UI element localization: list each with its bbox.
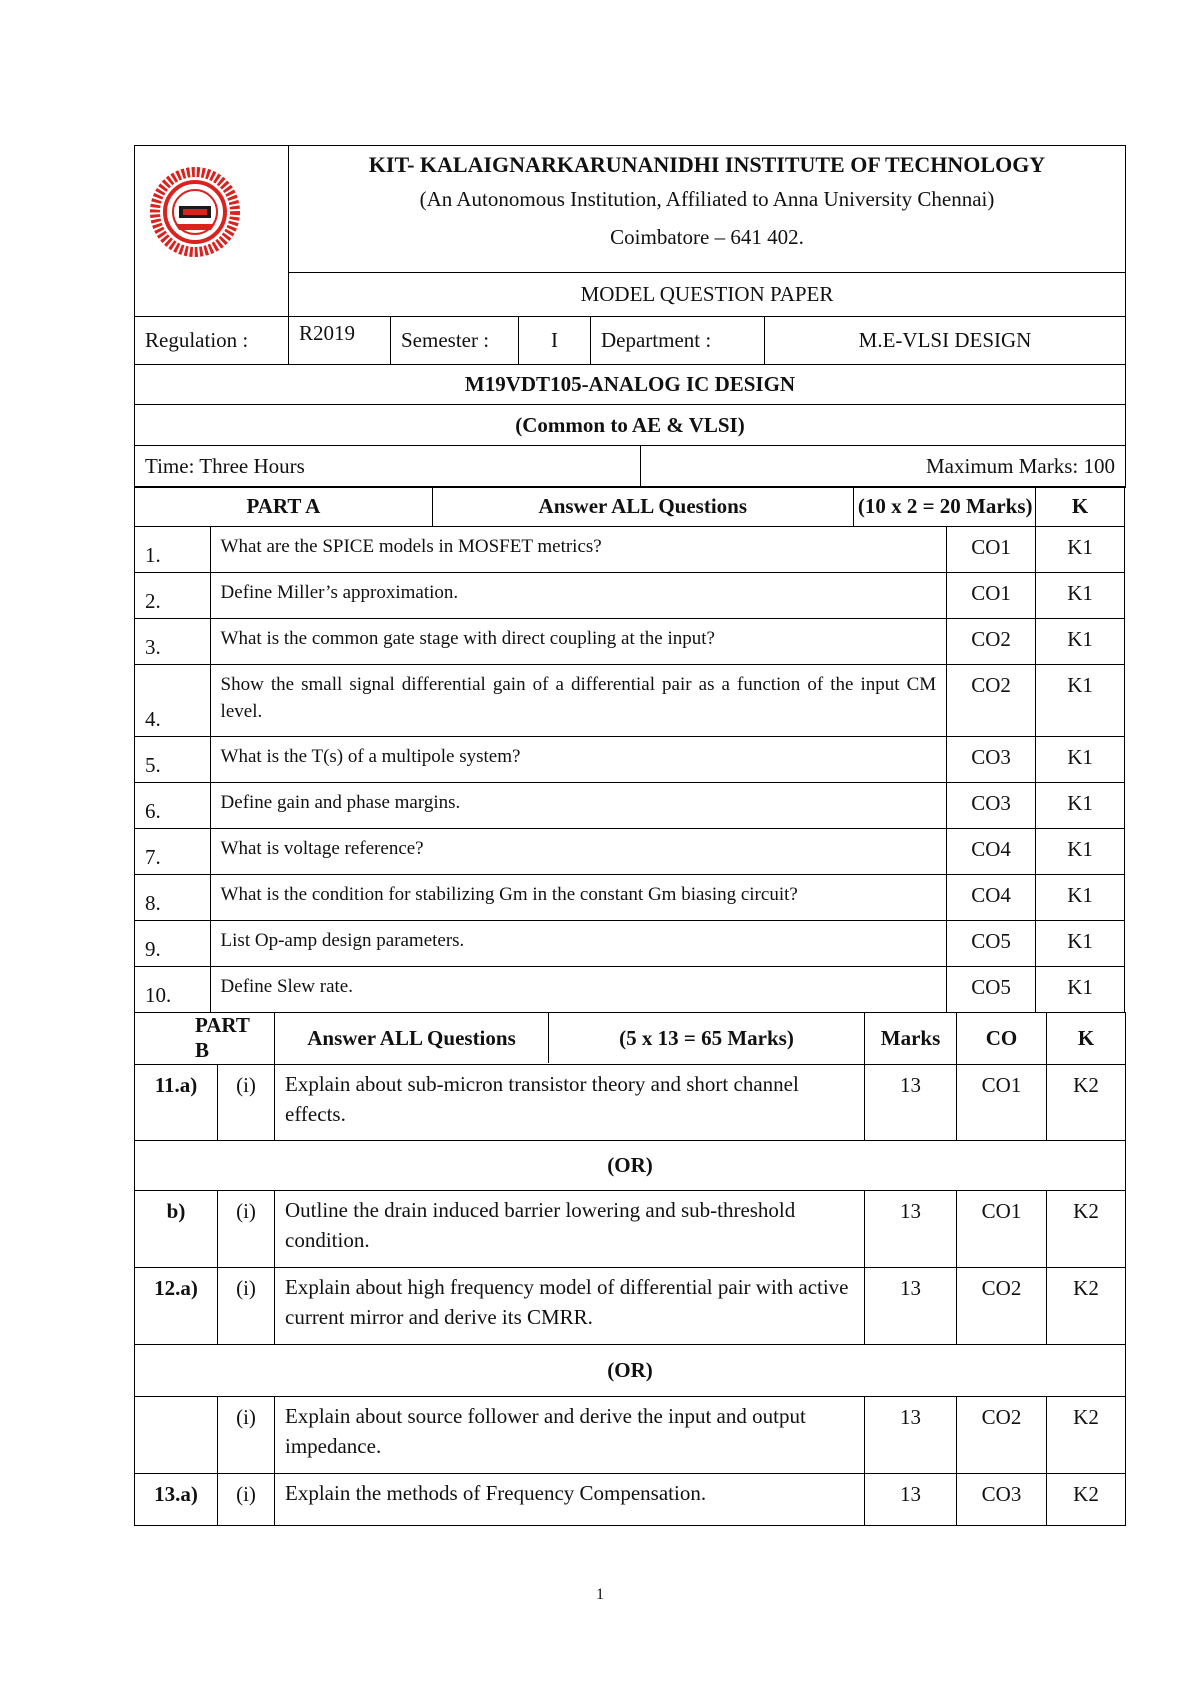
question-text: List Op-amp design parameters. — [210, 921, 947, 967]
part-b-marks-header: Marks — [865, 1012, 957, 1064]
question-number: 2. — [135, 573, 211, 619]
question-text: Define Slew rate. — [210, 967, 947, 1013]
part-a-question-row — [135, 967, 1125, 1013]
question-text: What is the condition for stabilizing Gm in the constant Gm biasing circuit? — [210, 875, 947, 921]
part-a-title: PART A — [135, 487, 433, 527]
question-k: K1 — [1036, 829, 1125, 875]
sub-question: (i) — [218, 1396, 275, 1473]
question-co: CO1 — [947, 527, 1036, 573]
semester-label: Semester : — [391, 317, 519, 365]
time-duration: Time: Three Hours — [135, 445, 641, 487]
question-marks: 13 — [865, 1396, 957, 1473]
question-text: What are the SPICE models in MOSFET metrics? — [210, 527, 947, 573]
question-co: CO2 — [947, 619, 1036, 665]
part-b-title: PART B — [135, 1012, 275, 1064]
question-12b — [135, 1396, 1126, 1473]
question-co: CO3 — [947, 737, 1036, 783]
part-a-question-row — [135, 527, 1125, 573]
question-k: K1 — [1036, 875, 1125, 921]
department-label: Department : — [591, 317, 765, 365]
part-b-header-cell — [275, 1012, 865, 1064]
question-number: 11.a) — [135, 1064, 218, 1140]
question-number: 1. — [135, 527, 211, 573]
sub-question: (i) — [218, 1190, 275, 1267]
part-b-co-header: CO — [957, 1012, 1047, 1064]
question-number: 9. — [135, 921, 211, 967]
common-to: (Common to AE & VLSI) — [135, 405, 1126, 446]
question-number: 7. — [135, 829, 211, 875]
question-co: CO2 — [957, 1396, 1047, 1473]
question-k: K1 — [1036, 783, 1125, 829]
kit-logo-icon — [145, 162, 245, 262]
question-k: K1 — [1036, 619, 1125, 665]
question-co: CO5 — [947, 921, 1036, 967]
part-a-question-row — [135, 737, 1125, 783]
question-co: CO2 — [947, 665, 1036, 737]
question-co: CO2 — [957, 1267, 1047, 1344]
regulation-value: R2019 — [289, 317, 391, 365]
time-marks-table — [134, 445, 1126, 488]
question-12a — [135, 1267, 1126, 1344]
question-number: 10. — [135, 967, 211, 1013]
institute-address: Coimbatore – 641 402. — [610, 225, 804, 249]
question-number: 5. — [135, 737, 211, 783]
question-text: What is the T(s) of a multipole system? — [210, 737, 947, 783]
department-value: M.E-VLSI DESIGN — [765, 317, 1126, 365]
part-b-instruction: Answer ALL Questions — [275, 1013, 549, 1063]
question-number: b) — [135, 1190, 218, 1267]
logo-cell — [135, 146, 289, 317]
institute-affiliation: (An Autonomous Institution, Affiliated to Anna University Chennai) — [419, 187, 995, 211]
part-a-question-row — [135, 875, 1125, 921]
question-co: CO1 — [957, 1190, 1047, 1267]
question-k: K2 — [1047, 1473, 1126, 1525]
question-text: What is voltage reference? — [210, 829, 947, 875]
question-text: Explain about high frequency model of differential pair with active current mirror and derive its CMRR. — [275, 1267, 865, 1344]
question-marks: 13 — [865, 1267, 957, 1344]
question-co: CO3 — [957, 1473, 1047, 1525]
maximum-marks: Maximum Marks: 100 — [641, 445, 1126, 487]
question-k: K1 — [1036, 573, 1125, 619]
question-text: Explain about sub-micron transistor theory and short channel effects. — [275, 1064, 865, 1140]
part-a-marks: (10 x 2 = 20 Marks) — [853, 487, 1035, 527]
part-a-question-row — [135, 619, 1125, 665]
part-a-question-row — [135, 783, 1125, 829]
question-marks: 13 — [865, 1064, 957, 1140]
question-text: Explain the methods of Frequency Compensation. — [275, 1473, 865, 1525]
part-a-question-row — [135, 829, 1125, 875]
question-k: K2 — [1047, 1396, 1126, 1473]
header-table — [134, 145, 1126, 446]
question-text: What is the common gate stage with direct coupling at the input? — [210, 619, 947, 665]
or-separator: (OR) — [135, 1344, 1126, 1396]
question-k: K2 — [1047, 1064, 1126, 1140]
question-text: Show the small signal differential gain of a differential pair as a function of the input CM level. — [210, 665, 947, 737]
question-k: K2 — [1047, 1267, 1126, 1344]
question-number: 12.a) — [135, 1267, 218, 1344]
question-co: CO4 — [947, 875, 1036, 921]
part-a-question-row — [135, 573, 1125, 619]
paper-type: MODEL QUESTION PAPER — [289, 273, 1126, 317]
question-k: K2 — [1047, 1190, 1126, 1267]
semester-value: I — [519, 317, 591, 365]
part-a-question-row — [135, 921, 1125, 967]
question-marks: 13 — [865, 1190, 957, 1267]
institute-name: KIT- KALAIGNARKARUNANIDHI INSTITUTE OF TECHNOLOGY — [368, 152, 1046, 177]
question-k: K1 — [1036, 665, 1125, 737]
question-k: K1 — [1036, 737, 1125, 783]
question-number: 6. — [135, 783, 211, 829]
part-b-table — [134, 1012, 1126, 1526]
question-11a — [135, 1064, 1126, 1140]
part-a-table — [134, 486, 1125, 1013]
question-text: Outline the drain induced barrier lowering and sub-threshold condition. — [275, 1190, 865, 1267]
course-title: M19VDT105-ANALOG IC DESIGN — [135, 365, 1126, 405]
question-co: CO5 — [947, 967, 1036, 1013]
question-number: 4. — [135, 665, 211, 737]
question-text: Define gain and phase margins. — [210, 783, 947, 829]
part-a-instruction: Answer ALL Questions — [432, 487, 853, 527]
part-a-questions — [135, 527, 1125, 1013]
question-co: CO1 — [957, 1064, 1047, 1140]
part-b-marks: (5 x 13 = 65 Marks) — [619, 1025, 794, 1050]
question-text: Define Miller’s approximation. — [210, 573, 947, 619]
question-number: 13.a) — [135, 1473, 218, 1525]
regulation-label: Regulation : — [135, 317, 289, 365]
part-a-question-row — [135, 665, 1125, 737]
part-b-k-header: K — [1047, 1012, 1126, 1064]
question-number — [135, 1396, 218, 1473]
question-13a — [135, 1473, 1126, 1525]
question-text: Explain about source follower and derive the input and output impedance. — [275, 1396, 865, 1473]
question-co: CO4 — [947, 829, 1036, 875]
question-k: K1 — [1036, 921, 1125, 967]
question-number: 8. — [135, 875, 211, 921]
institute-block — [289, 146, 1126, 273]
question-marks: 13 — [865, 1473, 957, 1525]
question-k: K1 — [1036, 527, 1125, 573]
question-11b — [135, 1190, 1126, 1267]
part-a-k-header: K — [1036, 487, 1125, 527]
question-co: CO3 — [947, 783, 1036, 829]
question-paper — [134, 145, 1125, 1526]
question-co: CO1 — [947, 573, 1036, 619]
page-number: 1 — [596, 1586, 604, 1603]
question-number: 3. — [135, 619, 211, 665]
or-separator: (OR) — [135, 1140, 1126, 1190]
question-k: K1 — [1036, 967, 1125, 1013]
sub-question: (i) — [218, 1473, 275, 1525]
sub-question: (i) — [218, 1267, 275, 1344]
sub-question: (i) — [218, 1064, 275, 1140]
